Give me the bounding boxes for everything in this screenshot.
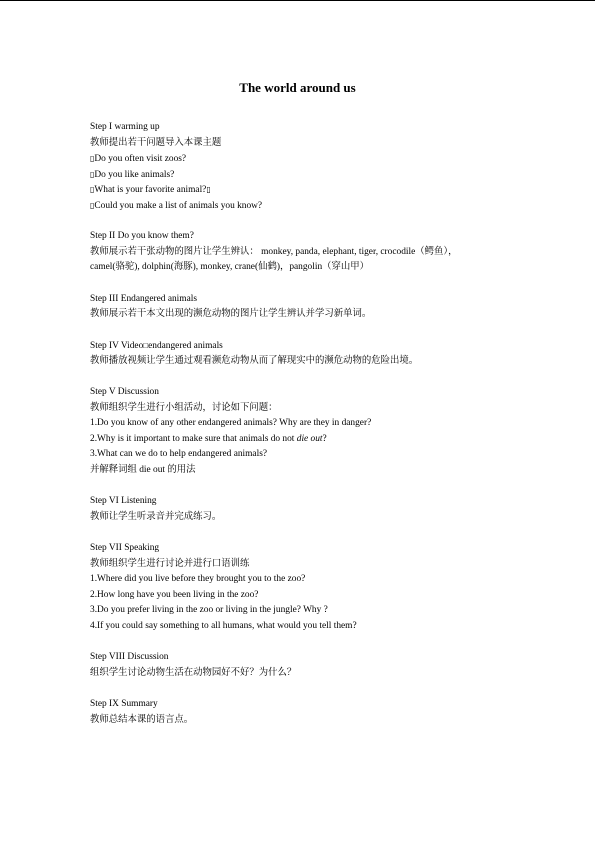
step-8-text: 组织学生讨论动物生活在动物园好不好？为什么？ [90,667,297,678]
step-1-question: ▯Could you make a list of animals you know? [90,200,263,211]
step-2-text: 教师展示若干张动物的图片让学生辨认： monkey, panda, elephant, tiger, crocodile（鳄鱼）， [90,246,458,257]
step-2-heading: Step II Do you know them? [90,231,194,242]
step-7-question: 4.If you could say something to all humans, what would you tell them? [90,621,357,631]
bullet-marker-icon: ▯ [90,154,95,164]
page-title: The world around us [239,80,356,95]
step-5-heading: Step V Discussion [90,387,159,398]
step-1-text: 教师提出若干问题导入本课主题 [90,137,222,148]
bullet-marker-icon: ▯ [90,200,95,210]
lesson-plan-body [90,120,590,728]
top-border-line [0,0,595,1]
step-5-question: 3.What can we do to help endangered animals? [90,449,268,460]
bullet-marker-icon: ▯ [90,185,95,195]
step-3-text: 教师展示若干本文出现的濒危动物的图片让学生辨认并学习新单词。 [90,309,372,320]
bullet-marker-icon: ▯ [90,169,95,179]
bullet-marker-icon: ▯ [206,185,211,195]
step-7-question: 3.Do you prefer living in the zoo or living in the jungle? Why ? [90,605,328,616]
step-5-text: 教师组织学生进行小组活动，讨论如下问题： [90,402,278,413]
step-5-question: 2.Why is it important to make sure that animals do not die out? [90,433,327,444]
step-7-heading: Step VII Speaking [90,543,160,554]
step-7-question: 2.How long have you been living in the zoo? [90,589,259,600]
step-2-text: camel(骆驼), dolphin(海豚), monkey, crane(仙鹤)，pangolin（穿山甲） [90,262,370,273]
step-4-text: 教师播放视频让学生通过观看濒危动物从而了解现实中的濒危动物的危险出境。 [90,355,419,366]
box-marker-icon: □ [143,341,149,351]
step-6-heading: Step VI Listening [90,496,157,507]
step-1-heading: Step I warming up [90,122,160,132]
step-4-heading: Step IV Video□endangered animals [90,341,223,352]
step-6-text: 教师让学生听录音并完成练习。 [90,511,222,522]
step-1-question: ▯Do you often visit zoos? [90,154,187,165]
step-9-heading: Step IX Summary [90,698,158,709]
step-5-question: 1.Do you know of any other endangered animals? Why are they in danger? [90,418,372,429]
step-1-question: ▯What is your favorite animal?▯ [90,185,211,196]
step-9-text: 教师总结本课的语言点。 [90,714,194,725]
step-7-text: 教师组织学生进行讨论并进行口语训练 [90,558,250,569]
step-3-heading: Step III Endangered animals [90,293,197,304]
step-1-question: ▯Do you like animals? [90,169,175,180]
step-7-question: 1.Where did you live before they brought you to the zoo? [90,574,306,585]
step-8-heading: Step VIII Discussion [90,652,169,663]
step-5-note: 并解释词组 die out 的用法 [90,465,196,476]
